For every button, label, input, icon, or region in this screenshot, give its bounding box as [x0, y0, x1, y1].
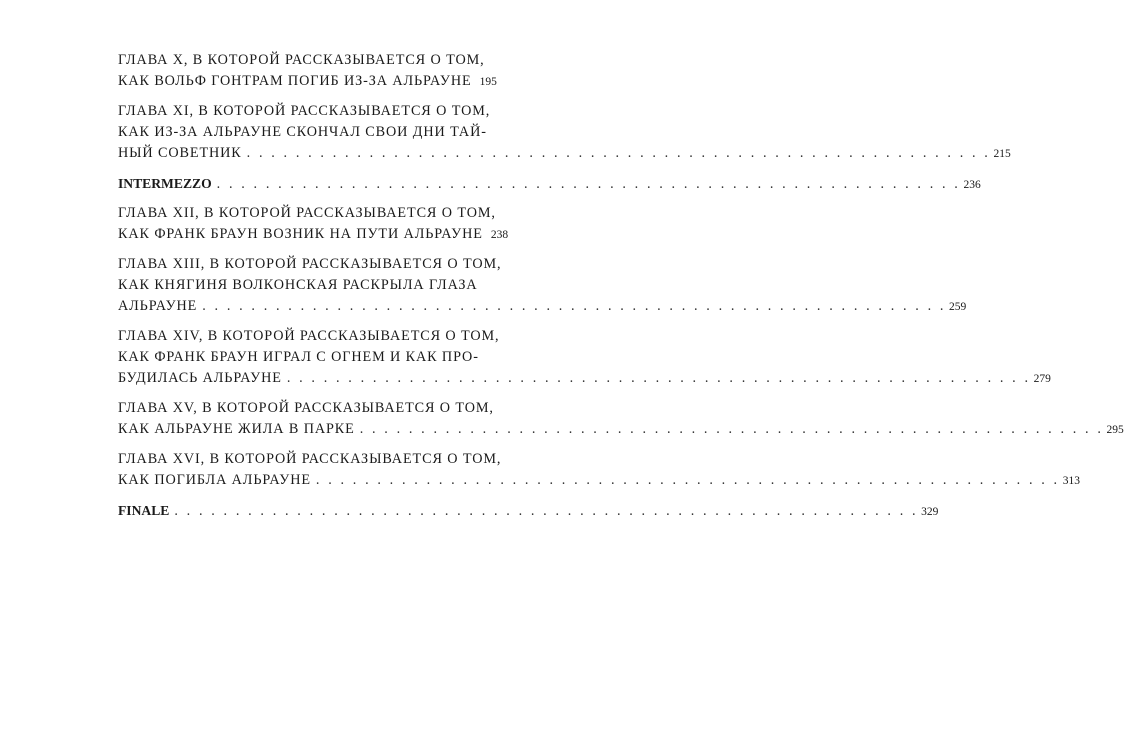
toc-entry-text: АЛЬРАУНЕ: [118, 298, 198, 314]
toc-entry-text: КАК КНЯГИНЯ ВОЛКОНСКАЯ РАСКРЫЛА ГЛАЗА: [118, 277, 478, 293]
dot-leader: . . . . . . . . . . . . . . . . . . . . . . . . . . . . . . . . . . . . . . . . . . . . . . . . . . . . . . . . . . . . .: [202, 298, 947, 314]
toc-entry-line: [118, 419, 1124, 440]
toc-entry-text: ГЛАВА XVI, В КОТОРОЙ РАССКАЗЫВАЕТСЯ О ТОМ,: [118, 451, 502, 467]
toc-entry: [118, 173, 981, 194]
toc-page-number: 215: [993, 148, 1011, 160]
toc-entry-text: ГЛАВА XII, В КОТОРОЙ РАССКАЗЫВАЕТСЯ О ТОМ,: [118, 205, 496, 221]
toc-entry: [118, 101, 1011, 164]
toc-entry-line: [118, 326, 500, 347]
toc-page-number: 279: [1033, 373, 1051, 385]
toc-page-number: 238: [490, 229, 509, 241]
toc-entry-line: [118, 224, 509, 245]
toc-entry: [118, 326, 1051, 389]
dot-leader: . . . . . . . . . . . . . . . . . . . . . . . . . . . . . . . . . . . . . . . . . . . . . . . . . . . . . . . . . . . . .: [286, 370, 1031, 386]
toc-entry-text: INTERMEZZO: [118, 176, 212, 191]
toc-entry-text: КАК ИЗ-ЗА АЛЬРАУНЕ СКОНЧАЛ СВОИ ДНИ ТАЙ-: [118, 124, 487, 140]
toc-page-number: 329: [921, 506, 939, 518]
toc-page-number: 236: [963, 179, 981, 191]
toc-entry-text: ГЛАВА XV, В КОТОРОЙ РАССКАЗЫВАЕТСЯ О ТОМ,: [118, 400, 494, 416]
toc-entry-text: КАК ВОЛЬФ ГОНТРАМ ПОГИБ ИЗ-ЗА АЛЬРАУНЕ: [118, 73, 472, 89]
table-of-contents: [118, 50, 1124, 530]
toc-entry-line: [118, 101, 491, 122]
toc-page-number: 313: [1062, 475, 1080, 487]
toc-entry-line: [118, 143, 1011, 164]
toc-page-number: 195: [479, 76, 497, 88]
toc-entry-line: [118, 368, 1051, 389]
toc-entry-line: [118, 500, 939, 521]
toc-entry-text: БУДИЛАСЬ АЛЬРАУНЕ: [118, 370, 282, 386]
toc-entry-line: [118, 296, 967, 317]
toc-entry-text: ГЛАВА XIII, В КОТОРОЙ РАССКАЗЫВАЕТСЯ О ТОМ,: [118, 256, 502, 272]
toc-entry: [118, 203, 509, 245]
toc-entry: [118, 500, 939, 521]
toc-entry-text: FINALE: [118, 503, 170, 518]
toc-entry: [118, 254, 967, 317]
toc-entry-line: [118, 173, 981, 194]
toc-entry-text: КАК АЛЬРАУНЕ ЖИЛА В ПАРКЕ: [118, 421, 355, 437]
toc-entry-line: [118, 347, 478, 368]
dot-leader: . . . . . . . . . . . . . . . . . . . . . . . . . . . . . . . . . . . . . . . . . . . . . . . . . . . . . . . . . . . . .: [315, 472, 1060, 488]
toc-entry-line: [118, 398, 494, 419]
dot-leader: . . . . . . . . . . . . . . . . . . . . . . . . . . . . . . . . . . . . . . . . . . . . . . . . . . . . . . . . . . . . .: [246, 145, 991, 161]
toc-entry-line: [118, 122, 487, 143]
toc-entry-line: [118, 449, 502, 470]
toc-entry-line: [118, 254, 502, 275]
toc-entry-text: ГЛАВА XIV, В КОТОРОЙ РАССКАЗЫВАЕТСЯ О ТОМ,: [118, 328, 500, 344]
dot-leader: . . . . . . . . . . . . . . . . . . . . . . . . . . . . . . . . . . . . . . . . . . . . . . . . . . . . . . . . . . . . .: [174, 503, 919, 519]
toc-entry-line: [118, 203, 496, 224]
dot-leader: . . . . . . . . . . . . . . . . . . . . . . . . . . . . . . . . . . . . . . . . . . . . . . . . . . . . . . . . . . . . .: [216, 176, 961, 192]
toc-entry-line: [118, 470, 1080, 491]
toc-entry-text: ГЛАВА X, В КОТОРОЙ РАССКАЗЫВАЕТСЯ О ТОМ,: [118, 52, 485, 68]
toc-page-number: 295: [1106, 424, 1124, 436]
toc-entry-line: [118, 275, 478, 296]
toc-entry-text: ГЛАВА XI, В КОТОРОЙ РАССКАЗЫВАЕТСЯ О ТОМ,: [118, 103, 491, 119]
toc-entry: [118, 449, 1080, 491]
toc-entry-line: [118, 50, 485, 71]
toc-entry-text: КАК ПОГИБЛА АЛЬРАУНЕ: [118, 472, 311, 488]
toc-entry-text: КАК ФРАНК БРАУН ИГРАЛ С ОГНЕМ И КАК ПРО-: [118, 349, 479, 365]
toc-entry-line: [118, 71, 497, 92]
toc-page-number: 259: [949, 301, 967, 313]
toc-entry: [118, 398, 1124, 440]
toc-entry: [118, 50, 497, 92]
toc-entry-text: КАК ФРАНК БРАУН ВОЗНИК НА ПУТИ АЛЬРАУНЕ: [118, 226, 483, 242]
dot-leader: . . . . . . . . . . . . . . . . . . . . . . . . . . . . . . . . . . . . . . . . . . . . . . . . . . . . . . . . . . . . .: [359, 421, 1104, 437]
toc-entry-text: НЫЙ СОВЕТНИК: [118, 145, 242, 161]
